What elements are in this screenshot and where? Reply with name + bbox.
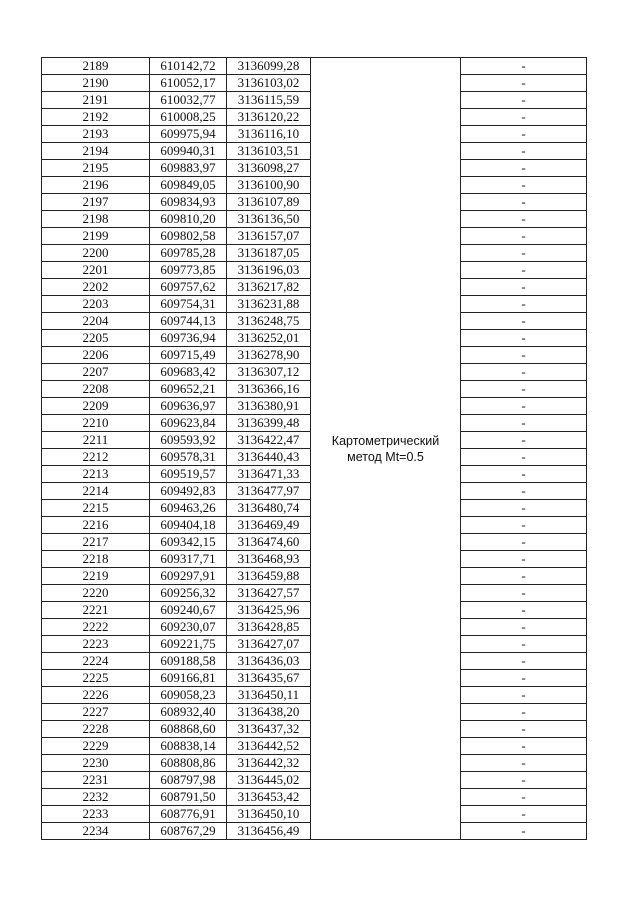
y-coordinate-cell: 3136427,07 bbox=[227, 636, 311, 653]
empty-value-dash-cell: - bbox=[461, 211, 587, 228]
x-coordinate-cell: 609463,26 bbox=[150, 500, 227, 517]
empty-value-dash-cell: - bbox=[461, 755, 587, 772]
y-coordinate-cell: 3136468,93 bbox=[227, 551, 311, 568]
empty-value-dash-cell: - bbox=[461, 568, 587, 585]
point-number-cell: 2211 bbox=[42, 432, 150, 449]
point-number-cell: 2224 bbox=[42, 653, 150, 670]
empty-value-dash-cell: - bbox=[461, 364, 587, 381]
y-coordinate-cell: 3136445,02 bbox=[227, 772, 311, 789]
y-coordinate-cell: 3136196,03 bbox=[227, 262, 311, 279]
y-coordinate-cell: 3136450,10 bbox=[227, 806, 311, 823]
x-coordinate-cell: 609834,93 bbox=[150, 194, 227, 211]
point-number-cell: 2233 bbox=[42, 806, 150, 823]
point-number-cell: 2229 bbox=[42, 738, 150, 755]
point-number-cell: 2195 bbox=[42, 160, 150, 177]
point-number-cell: 2189 bbox=[42, 58, 150, 75]
y-coordinate-cell: 3136187,05 bbox=[227, 245, 311, 262]
point-number-cell: 2225 bbox=[42, 670, 150, 687]
point-number-cell: 2234 bbox=[42, 823, 150, 840]
empty-value-dash-cell: - bbox=[461, 313, 587, 330]
point-number-cell: 2212 bbox=[42, 449, 150, 466]
y-coordinate-cell: 3136231,88 bbox=[227, 296, 311, 313]
x-coordinate-cell: 609975,94 bbox=[150, 126, 227, 143]
x-coordinate-cell: 609256,32 bbox=[150, 585, 227, 602]
empty-value-dash-cell: - bbox=[461, 228, 587, 245]
point-number-cell: 2190 bbox=[42, 75, 150, 92]
y-coordinate-cell: 3136442,32 bbox=[227, 755, 311, 772]
y-coordinate-cell: 3136422,47 bbox=[227, 432, 311, 449]
x-coordinate-cell: 609810,20 bbox=[150, 211, 227, 228]
y-coordinate-cell: 3136217,82 bbox=[227, 279, 311, 296]
point-number-cell: 2218 bbox=[42, 551, 150, 568]
empty-value-dash-cell: - bbox=[461, 279, 587, 296]
y-coordinate-cell: 3136136,50 bbox=[227, 211, 311, 228]
point-number-cell: 2210 bbox=[42, 415, 150, 432]
empty-value-dash-cell: - bbox=[461, 143, 587, 160]
x-coordinate-cell: 609652,21 bbox=[150, 381, 227, 398]
x-coordinate-cell: 609623,84 bbox=[150, 415, 227, 432]
point-number-cell: 2216 bbox=[42, 517, 150, 534]
point-number-cell: 2204 bbox=[42, 313, 150, 330]
point-number-cell: 2197 bbox=[42, 194, 150, 211]
x-coordinate-cell: 610032,77 bbox=[150, 92, 227, 109]
point-number-cell: 2226 bbox=[42, 687, 150, 704]
point-number-cell: 2230 bbox=[42, 755, 150, 772]
point-number-cell: 2208 bbox=[42, 381, 150, 398]
y-coordinate-cell: 3136425,96 bbox=[227, 602, 311, 619]
point-number-cell: 2217 bbox=[42, 534, 150, 551]
empty-value-dash-cell: - bbox=[461, 517, 587, 534]
empty-value-dash-cell: - bbox=[461, 738, 587, 755]
empty-value-dash-cell: - bbox=[461, 687, 587, 704]
y-coordinate-cell: 3136115,59 bbox=[227, 92, 311, 109]
empty-value-dash-cell: - bbox=[461, 262, 587, 279]
y-coordinate-cell: 3136116,10 bbox=[227, 126, 311, 143]
empty-value-dash-cell: - bbox=[461, 330, 587, 347]
x-coordinate-cell: 609754,31 bbox=[150, 296, 227, 313]
point-number-cell: 2227 bbox=[42, 704, 150, 721]
point-number-cell: 2202 bbox=[42, 279, 150, 296]
empty-value-dash-cell: - bbox=[461, 636, 587, 653]
x-coordinate-cell: 609230,07 bbox=[150, 619, 227, 636]
empty-value-dash-cell: - bbox=[461, 534, 587, 551]
x-coordinate-cell: 608868,60 bbox=[150, 721, 227, 738]
point-number-cell: 2221 bbox=[42, 602, 150, 619]
y-coordinate-cell: 3136366,16 bbox=[227, 381, 311, 398]
y-coordinate-cell: 3136438,20 bbox=[227, 704, 311, 721]
empty-value-dash-cell: - bbox=[461, 92, 587, 109]
x-coordinate-cell: 609736,94 bbox=[150, 330, 227, 347]
point-number-cell: 2198 bbox=[42, 211, 150, 228]
x-coordinate-cell: 609744,13 bbox=[150, 313, 227, 330]
x-coordinate-cell: 608932,40 bbox=[150, 704, 227, 721]
point-number-cell: 2206 bbox=[42, 347, 150, 364]
y-coordinate-cell: 3136103,02 bbox=[227, 75, 311, 92]
empty-value-dash-cell: - bbox=[461, 109, 587, 126]
y-coordinate-cell: 3136098,27 bbox=[227, 160, 311, 177]
x-coordinate-cell: 609593,92 bbox=[150, 432, 227, 449]
x-coordinate-cell: 609785,28 bbox=[150, 245, 227, 262]
x-coordinate-cell: 609297,91 bbox=[150, 568, 227, 585]
y-coordinate-cell: 3136469,49 bbox=[227, 517, 311, 534]
empty-value-dash-cell: - bbox=[461, 415, 587, 432]
x-coordinate-cell: 608838,14 bbox=[150, 738, 227, 755]
empty-value-dash-cell: - bbox=[461, 704, 587, 721]
x-coordinate-cell: 609802,58 bbox=[150, 228, 227, 245]
point-number-cell: 2222 bbox=[42, 619, 150, 636]
empty-value-dash-cell: - bbox=[461, 449, 587, 466]
point-number-cell: 2220 bbox=[42, 585, 150, 602]
y-coordinate-cell: 3136099,28 bbox=[227, 58, 311, 75]
empty-value-dash-cell: - bbox=[461, 823, 587, 840]
point-number-cell: 2228 bbox=[42, 721, 150, 738]
empty-value-dash-cell: - bbox=[461, 585, 587, 602]
point-number-cell: 2214 bbox=[42, 483, 150, 500]
x-coordinate-cell: 609578,31 bbox=[150, 449, 227, 466]
x-coordinate-cell: 609188,58 bbox=[150, 653, 227, 670]
y-coordinate-cell: 3136120,22 bbox=[227, 109, 311, 126]
y-coordinate-cell: 3136480,74 bbox=[227, 500, 311, 517]
x-coordinate-cell: 610052,17 bbox=[150, 75, 227, 92]
x-coordinate-cell: 608767,29 bbox=[150, 823, 227, 840]
empty-value-dash-cell: - bbox=[461, 160, 587, 177]
empty-value-dash-cell: - bbox=[461, 296, 587, 313]
point-number-cell: 2200 bbox=[42, 245, 150, 262]
y-coordinate-cell: 3136435,67 bbox=[227, 670, 311, 687]
table-row bbox=[42, 58, 587, 75]
empty-value-dash-cell: - bbox=[461, 789, 587, 806]
y-coordinate-cell: 3136453,42 bbox=[227, 789, 311, 806]
method-label-line1: Картометрический bbox=[331, 433, 440, 448]
x-coordinate-cell: 609317,71 bbox=[150, 551, 227, 568]
y-coordinate-cell: 3136450,11 bbox=[227, 687, 311, 704]
y-coordinate-cell: 3136157,07 bbox=[227, 228, 311, 245]
y-coordinate-cell: 3136107,89 bbox=[227, 194, 311, 211]
x-coordinate-cell: 608797,98 bbox=[150, 772, 227, 789]
empty-value-dash-cell: - bbox=[461, 194, 587, 211]
coordinates-table bbox=[41, 57, 587, 840]
y-coordinate-cell: 3136440,43 bbox=[227, 449, 311, 466]
point-number-cell: 2196 bbox=[42, 177, 150, 194]
point-number-cell: 2215 bbox=[42, 500, 150, 517]
y-coordinate-cell: 3136442,52 bbox=[227, 738, 311, 755]
x-coordinate-cell: 609240,67 bbox=[150, 602, 227, 619]
empty-value-dash-cell: - bbox=[461, 432, 587, 449]
empty-value-dash-cell: - bbox=[461, 721, 587, 738]
x-coordinate-cell: 610142,72 bbox=[150, 58, 227, 75]
x-coordinate-cell: 609492,83 bbox=[150, 483, 227, 500]
x-coordinate-cell: 609883,97 bbox=[150, 160, 227, 177]
empty-value-dash-cell: - bbox=[461, 602, 587, 619]
empty-value-dash-cell: - bbox=[461, 483, 587, 500]
point-number-cell: 2213 bbox=[42, 466, 150, 483]
coordinates-table-body bbox=[42, 58, 587, 840]
y-coordinate-cell: 3136248,75 bbox=[227, 313, 311, 330]
y-coordinate-cell: 3136459,88 bbox=[227, 568, 311, 585]
empty-value-dash-cell: - bbox=[461, 75, 587, 92]
y-coordinate-cell: 3136103,51 bbox=[227, 143, 311, 160]
y-coordinate-cell: 3136436,03 bbox=[227, 653, 311, 670]
point-number-cell: 2207 bbox=[42, 364, 150, 381]
y-coordinate-cell: 3136399,48 bbox=[227, 415, 311, 432]
x-coordinate-cell: 608808,86 bbox=[150, 755, 227, 772]
point-number-cell: 2199 bbox=[42, 228, 150, 245]
y-coordinate-cell: 3136437,32 bbox=[227, 721, 311, 738]
x-coordinate-cell: 608791,50 bbox=[150, 789, 227, 806]
point-number-cell: 2231 bbox=[42, 772, 150, 789]
empty-value-dash-cell: - bbox=[461, 500, 587, 517]
empty-value-dash-cell: - bbox=[461, 58, 587, 75]
empty-value-dash-cell: - bbox=[461, 177, 587, 194]
point-number-cell: 2232 bbox=[42, 789, 150, 806]
y-coordinate-cell: 3136456,49 bbox=[227, 823, 311, 840]
x-coordinate-cell: 609519,57 bbox=[150, 466, 227, 483]
x-coordinate-cell: 609221,75 bbox=[150, 636, 227, 653]
empty-value-dash-cell: - bbox=[461, 806, 587, 823]
point-number-cell: 2194 bbox=[42, 143, 150, 160]
x-coordinate-cell: 609715,49 bbox=[150, 347, 227, 364]
x-coordinate-cell: 609773,85 bbox=[150, 262, 227, 279]
y-coordinate-cell: 3136477,97 bbox=[227, 483, 311, 500]
point-number-cell: 2205 bbox=[42, 330, 150, 347]
empty-value-dash-cell: - bbox=[461, 653, 587, 670]
empty-value-dash-cell: - bbox=[461, 551, 587, 568]
empty-value-dash-cell: - bbox=[461, 398, 587, 415]
x-coordinate-cell: 609342,15 bbox=[150, 534, 227, 551]
empty-value-dash-cell: - bbox=[461, 466, 587, 483]
empty-value-dash-cell: - bbox=[461, 619, 587, 636]
empty-value-dash-cell: - bbox=[461, 381, 587, 398]
empty-value-dash-cell: - bbox=[461, 347, 587, 364]
point-number-cell: 2192 bbox=[42, 109, 150, 126]
x-coordinate-cell: 609683,42 bbox=[150, 364, 227, 381]
x-coordinate-cell: 609058,23 bbox=[150, 687, 227, 704]
point-number-cell: 2219 bbox=[42, 568, 150, 585]
y-coordinate-cell: 3136252,01 bbox=[227, 330, 311, 347]
empty-value-dash-cell: - bbox=[461, 772, 587, 789]
point-number-cell: 2193 bbox=[42, 126, 150, 143]
y-coordinate-cell: 3136474,60 bbox=[227, 534, 311, 551]
y-coordinate-cell: 3136427,57 bbox=[227, 585, 311, 602]
point-number-cell: 2203 bbox=[42, 296, 150, 313]
y-coordinate-cell: 3136100,90 bbox=[227, 177, 311, 194]
y-coordinate-cell: 3136278,90 bbox=[227, 347, 311, 364]
point-number-cell: 2201 bbox=[42, 262, 150, 279]
point-number-cell: 2223 bbox=[42, 636, 150, 653]
x-coordinate-cell: 609636,97 bbox=[150, 398, 227, 415]
x-coordinate-cell: 610008,25 bbox=[150, 109, 227, 126]
x-coordinate-cell: 608776,91 bbox=[150, 806, 227, 823]
x-coordinate-cell: 609404,18 bbox=[150, 517, 227, 534]
y-coordinate-cell: 3136307,12 bbox=[227, 364, 311, 381]
method-label-line2: метод Mt=0.5 bbox=[347, 449, 424, 464]
empty-value-dash-cell: - bbox=[461, 245, 587, 262]
y-coordinate-cell: 3136471,33 bbox=[227, 466, 311, 483]
x-coordinate-cell: 609940,31 bbox=[150, 143, 227, 160]
method-cell bbox=[311, 58, 461, 840]
point-number-cell: 2191 bbox=[42, 92, 150, 109]
y-coordinate-cell: 3136380,91 bbox=[227, 398, 311, 415]
x-coordinate-cell: 609166,81 bbox=[150, 670, 227, 687]
empty-value-dash-cell: - bbox=[461, 126, 587, 143]
empty-value-dash-cell: - bbox=[461, 670, 587, 687]
x-coordinate-cell: 609849,05 bbox=[150, 177, 227, 194]
point-number-cell: 2209 bbox=[42, 398, 150, 415]
x-coordinate-cell: 609757,62 bbox=[150, 279, 227, 296]
y-coordinate-cell: 3136428,85 bbox=[227, 619, 311, 636]
